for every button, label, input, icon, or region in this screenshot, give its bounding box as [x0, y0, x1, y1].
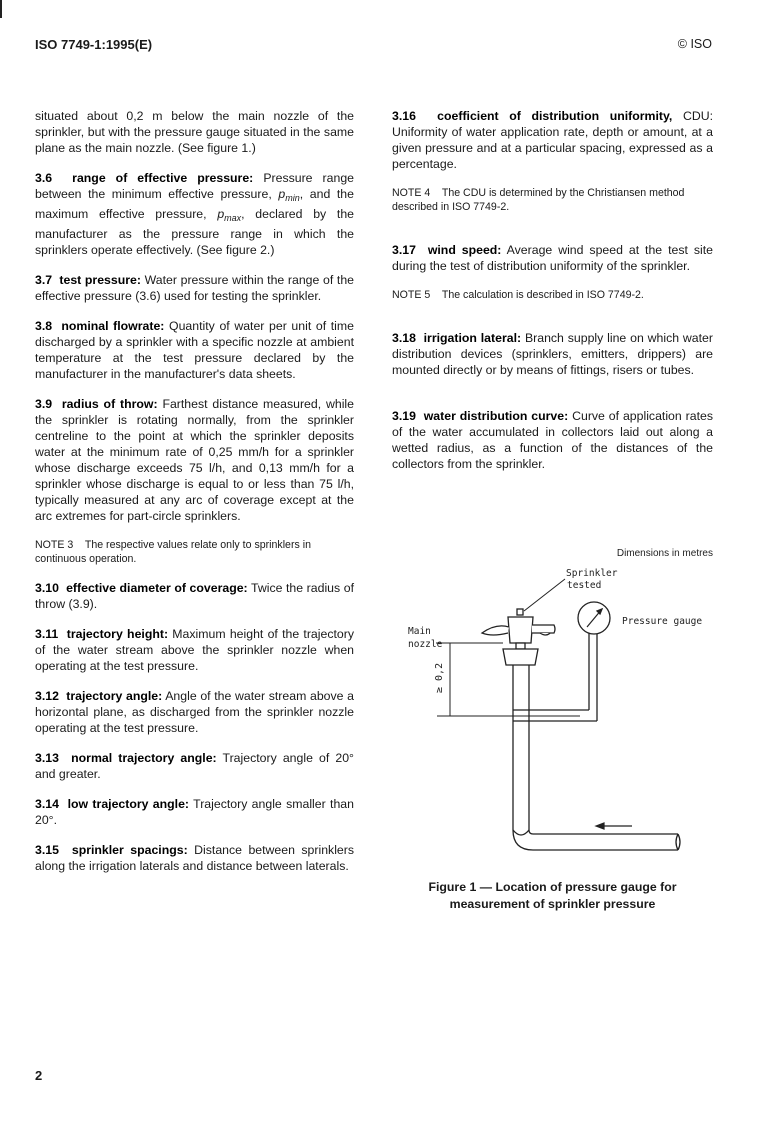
- figure-1: [400, 545, 720, 865]
- p-min-subscript: min: [285, 193, 300, 203]
- clause-term: trajectory height:: [66, 627, 169, 641]
- clause-text: , and the maximum effective pressure,: [35, 187, 354, 221]
- clause-3-11: [35, 626, 354, 674]
- clause-3-12: [35, 688, 354, 736]
- caption-line-1: Figure 1 — Location of pressure gauge for: [428, 880, 677, 894]
- clause-number: 3.11: [35, 627, 59, 641]
- nozzle-label: nozzle: [408, 639, 443, 650]
- clause-number: 3.7: [35, 273, 53, 287]
- pressure-gauge-dial: [578, 602, 610, 634]
- gauge-branch-pipe: [529, 633, 597, 721]
- clause-3-7: [35, 272, 354, 304]
- clause-term: effective diameter of coverage:: [66, 581, 248, 595]
- page-number: 2: [35, 1068, 43, 1083]
- clause-3-13: [35, 750, 354, 782]
- clause-text: Trajectory angle smaller than 20°.: [35, 797, 354, 827]
- clause-number: 3.12: [35, 689, 59, 703]
- flow-direction-arrow: [596, 823, 632, 829]
- clause-text: Twice the radius of throw (3.9).: [35, 581, 354, 611]
- clause-3-8: [35, 318, 354, 382]
- clause-text: Pressure range between the minimum effective pressure,: [35, 171, 354, 201]
- clause-3-19: [392, 408, 713, 472]
- clause-text: , declared by the manufacturer as the pressure range in which the sprinklers operate effectively. (See figure 2.): [35, 207, 355, 257]
- note-text: The calculation is described in ISO 7749-2.: [441, 289, 644, 301]
- sprinkler-leader-line: [524, 579, 565, 611]
- p-max-symbol: p: [217, 207, 225, 221]
- clause-3-14: [35, 796, 354, 828]
- clause-term: radius of throw:: [61, 397, 158, 411]
- page-edge-mark: [0, 0, 2, 18]
- figure-1-drawing: [400, 545, 720, 865]
- tested-label: tested: [567, 580, 602, 591]
- clause-text: Trajectory angle of 20° and greater.: [35, 751, 354, 781]
- clause-term: nominal flowrate:: [61, 319, 165, 333]
- riser-pipe: [513, 665, 529, 830]
- dimension-label: ≥ 0,2: [434, 662, 445, 693]
- clause-3-18: [392, 330, 713, 378]
- right-column: [392, 108, 713, 486]
- clause-term: sprinkler spacings:: [71, 843, 188, 857]
- clause-text: Curve of application rates of the water accumulated in collectors laid out along a wetted radius, as a function of the distances of the collectors from the sprinkler.: [392, 409, 713, 471]
- sprinkler-head: [482, 609, 555, 665]
- clause-text: Distance between sprinklers along the irrigation laterals and distance between laterals.: [35, 843, 355, 873]
- clause-number: 3.14: [35, 797, 59, 811]
- clause-term: trajectory angle:: [66, 689, 163, 703]
- caption-line-2: measurement of sprinkler pressure: [449, 897, 656, 911]
- clause-text: Maximum height of the trajectory of the water stream above the sprinkler nozzle when operating at the test pressure.: [35, 627, 354, 673]
- note-label: NOTE 3: [35, 539, 74, 551]
- clause-text: Branch supply line on which water distribution devices (sprinklers, emitters, drippers) are mounted directly or by means of fittings, risers or tubes.: [392, 331, 713, 377]
- clause-number: 3.19: [392, 409, 416, 423]
- clause-term: coefficient of distribution uniformity,: [437, 109, 673, 123]
- clause-abbrev: CDU:: [682, 109, 713, 123]
- clause-3-15: [35, 842, 354, 874]
- dimension-marker: [446, 643, 454, 716]
- clause-number: 3.8: [35, 319, 53, 333]
- note-label: NOTE 4: [392, 187, 431, 199]
- note-4: [392, 186, 713, 214]
- clause-text: Quantity of water per unit of time discharged by a sprinkler with a specific nozzle at ambient temperature at the test pressure declared by the manufacturer in the manufacturer's data sheets.: [35, 319, 354, 381]
- clause-term: wind speed:: [427, 243, 502, 257]
- note-text: The respective values relate only to sprinklers in continuous operation.: [35, 539, 311, 565]
- clause-number: 3.13: [35, 751, 59, 765]
- figure-1-caption: [392, 879, 713, 913]
- clause-number: 3.10: [35, 581, 59, 595]
- clause-number: 3.15: [35, 843, 59, 857]
- dimensions-note: Dimensions in metres: [616, 548, 713, 559]
- main-label: Main: [408, 626, 431, 637]
- clause-3-16: [392, 108, 713, 172]
- clause-3-9: [35, 396, 354, 524]
- clause-3-17: [392, 242, 713, 274]
- clause-number: 3.18: [392, 331, 416, 345]
- clause-text: Uniformity of water application rate, depth or amount, at a given pressure and at a particular spacing, expressed as a percentage.: [392, 125, 713, 171]
- pressure-gauge-label: Pressure gauge: [622, 616, 703, 627]
- sprinkler-label: Sprinkler: [566, 568, 618, 579]
- clause-term: water distribution curve:: [423, 409, 569, 423]
- clause-term: normal trajectory angle:: [71, 751, 217, 765]
- note-5: [392, 288, 713, 302]
- clause-term: range of effective pressure:: [72, 171, 254, 185]
- note-text: The CDU is determined by the Christiansen method described in ISO 7749-2.: [392, 187, 685, 213]
- note-label: NOTE 5: [392, 289, 431, 301]
- copyright: © ISO: [677, 37, 712, 51]
- clause-text: Farthest distance measured, while the sprinkler is rotating normally, from the sprinkler centreline to the point at which the sprinkler deposits water at the minimum rate of 0,25 mm/h for a sprinkler whose discharge exceeds 75 l/h, and 0,13 mm/h for a sprinkler whose discharge is equal to or less than 75 l/h, typically measured at any arc of coverage except at the arc extremes for part-circle sprinklers.: [35, 397, 355, 523]
- clause-text: Angle of the water stream above a horizontal plane, as discharged from the sprinkler nozzle operating at the test pressure.: [35, 689, 354, 735]
- clause-term: test pressure:: [59, 273, 141, 287]
- clause-text: Water pressure within the range of the effective pressure (3.6) used for testing the sprinkler.: [35, 273, 354, 303]
- note-3: [35, 538, 354, 566]
- lateral-pipe: [513, 830, 680, 850]
- p-max-subscript: max: [224, 213, 242, 223]
- clause-number: 3.17: [392, 243, 416, 257]
- continuation-paragraph: situated about 0,2 m below the main nozzle of the sprinkler, but with the pressure gauge situated in the same plane as the main nozzle. (See figure 1.): [35, 109, 354, 155]
- standard-id: ISO 7749-1:1995(E): [35, 37, 153, 52]
- clause-3-6: [35, 170, 354, 258]
- clause-term: low trajectory angle:: [67, 797, 190, 811]
- clause-text: Average wind speed at the test site during the test of distribution uniformity of the sprinkler.: [392, 243, 713, 273]
- p-min-symbol: p: [278, 187, 286, 201]
- clause-term: irrigation lateral:: [423, 331, 522, 345]
- clause-3-10: [35, 580, 354, 612]
- left-column: [35, 108, 354, 888]
- clause-number: 3.6: [35, 171, 53, 185]
- clause-number: 3.16: [392, 109, 416, 123]
- clause-number: 3.9: [35, 397, 53, 411]
